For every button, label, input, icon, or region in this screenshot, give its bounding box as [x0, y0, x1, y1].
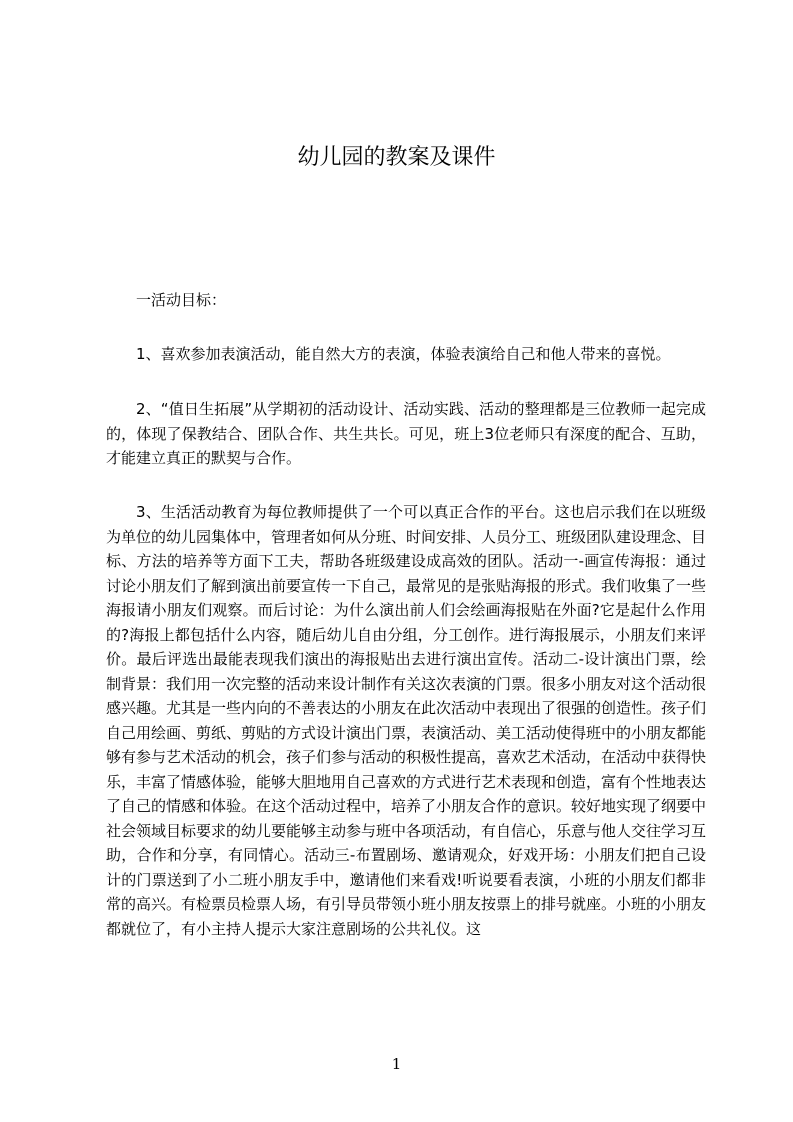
document-title: 幼儿园的教案及课件 — [297, 145, 496, 170]
page-number: 1 — [391, 1055, 402, 1073]
section-heading: 一活动目标： — [136, 291, 227, 309]
paragraph-1: 1、喜欢参加表演活动，能自然大方的表演，体验表演给自己和他人带来的喜悦。 — [136, 345, 671, 363]
paragraph-2: 2、“值日生拓展”从学期初的活动设计、活动实践、活动的整理都是三位教师一起完成的，体现了保教结合、团队合作、共生共长。可见，班上3位老师只有深度的配合、互助，才能建立真正的默契与合作。 — [106, 400, 706, 467]
paragraph-3: 3、生活活动教育为每位教师提供了一个可以真正合作的平台。这也启示我们在以班级为单位的幼儿园集体中，管理者如何从分班、时间安排、人员分工、班级团队建设理念、目标、方法的培养等方面下工夫，帮助各班级建设成高效的团队。活动一-画宣传海报：通过讨论小朋友们了解到演出前要宣传一下自己，最常见的是张贴海报的形式。我们收集了一些海报请小朋友们观察。而后讨论：为什么演出前人们会绘画海报贴在外面?它是起什么作用的?海报上都包括什么内容，随后幼儿自由分组，分工创作。进行海报展示，小朋友们来评价。最后评选出最能表现我们演出的海报贴出去进行演出宣传。活动二-设计演出门票，绘制背景：我们用一次完整的活动来设计制作有关这次表演的门票。很多小朋友对这个活动很感兴趣。尤其是一些内向的不善表达的小朋友在此次活动中表现出了很强的创造性。孩子们自己用绘画、剪纸、剪贴的方式设计演出门票，表演活动、美工活动使得班中的小朋友都能够有参与艺术活动的机会，孩子们参与活动的积极性提高，喜欢艺术活动，在活动中获得快乐，丰富了情感体验，能够大胆地用自己喜欢的方式进行艺术表现和创造，富有个性地表达了自己的情感和体验。在这个活动过程中，培养了小朋友合作的意识。较好地实现了纲要中社会领域目标要求的幼儿要能够主动参与班中各项活动，有自信心，乐意与他人交往学习互助，合作和分享，有同情心。活动三-布置剧场、邀请观众，好戏开场：小朋友们把自己设计的门票送到了小二班小朋友手中，邀请他们来看戏!听说要看表演，小班的小朋友们都非常的高兴。有检票员检票人场，有引导员带领小班小朋友按票上的排号就座。小班的小朋友都就位了，有小主持人提示大家注意剧场的公共礼仪。这 — [106, 503, 707, 938]
